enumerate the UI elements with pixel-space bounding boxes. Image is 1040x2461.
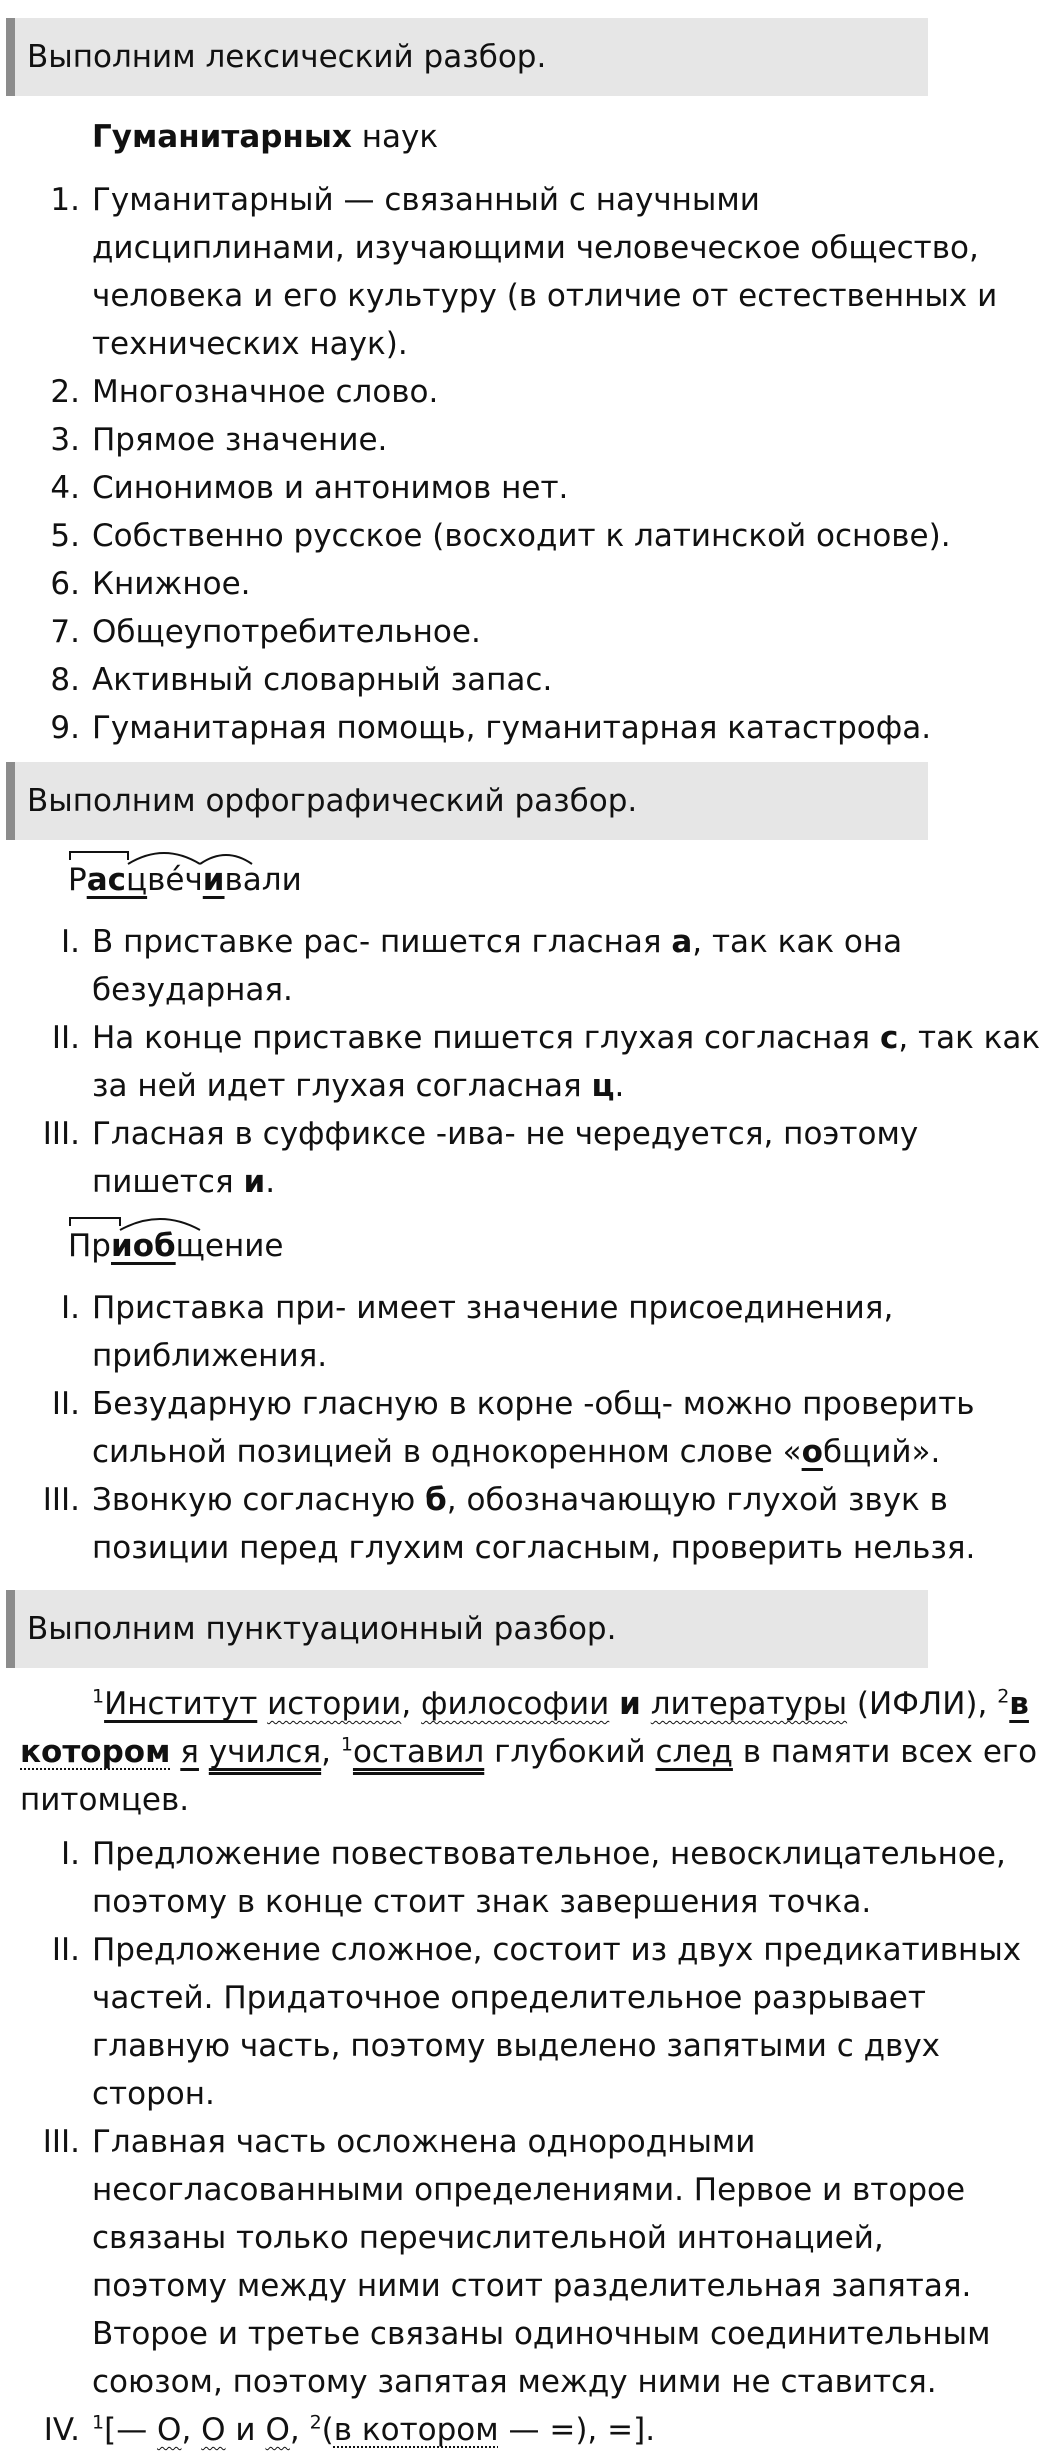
list-number: 8. [50,662,80,698]
list-item: Главная часть осложнена однородными [92,2124,756,2160]
list-item: дисциплинами, изучающими человеческое общество, [92,230,979,266]
orthogram: и [202,862,225,898]
list-number: II. [51,1020,80,1056]
list-item: связаны только перечислительной интонацией, [92,2220,884,2256]
list-item: Звонкую согласную б, обозначающую глухой звук в [92,1482,948,1518]
list-number: I. [61,1836,80,1872]
list-item: Второе и третье связаны одиночным соединительным [92,2316,991,2352]
list-number: III. [42,1116,80,1152]
list-item: сторон. [92,2076,215,2112]
list-item: Собственно русское (восходит к латинской основе). [92,518,951,554]
orthogram: иоб [111,1228,176,1264]
list-number: III. [42,2124,80,2160]
analyzed-word-2: Приобщение [68,1228,284,1264]
sentence-line-3: питомцев. [20,1782,190,1818]
list-item: позиции перед глухим согласным, проверить нельзя. [92,1530,976,1566]
list-number: 3. [50,422,80,458]
list-number: II. [51,1932,80,1968]
list-number: 2. [50,374,80,410]
list-item: Предложение сложное, состоит из двух предикативных [92,1932,1022,1968]
section-header-lexical: Выполним лексический разбор. [6,18,928,96]
analyzed-word-lexical: Гуманитарных наук [92,119,439,155]
list-number: I. [61,924,80,960]
list-item: Прямое значение. [92,422,388,458]
list-item: В приставке рас- пишется гласная а, так как она [92,924,903,960]
list-item: частей. Придаточное определительное разрывает [92,1980,926,2016]
list-item: безударная. [92,972,293,1008]
list-number: 4. [50,470,80,506]
list-item: Книжное. [92,566,251,602]
list-item: приближения. [92,1338,328,1374]
list-number: 7. [50,614,80,650]
list-number: IV. [43,2412,80,2448]
list-item: Приставка при- имеет значение присоединения, [92,1290,894,1326]
sentence-line-1: $^1$Институт истории, философии и литературы (ИФЛИ), $^2$в [92,1685,1029,1722]
orthogram: ас [86,862,126,898]
list-item: Гуманитарный — связанный с научными [92,182,760,218]
list-item: Активный словарный запас. [92,662,553,698]
list-number: I. [61,1290,80,1326]
section-header-orthographic: Выполним орфографический разбор. [6,762,928,840]
section-header-punctuation: Выполним пунктуационный разбор. [6,1590,928,1668]
list-item: союзом, поэтому запятая между ними не ставится. [92,2364,937,2400]
sentence-scheme: $^1$[— О, О и О, $^2$(в котором — =), =]. [92,2411,656,2448]
list-number: III. [42,1482,80,1518]
list-item: главную часть, поэтому выделено запятыми с двух [92,2028,941,2064]
analyzed-word-1: Расцве́чивали [68,862,302,898]
list-number: 1. [50,182,80,218]
list-item: Многозначное слово. [92,374,439,410]
list-item: Общеупотребительное. [92,614,481,650]
list-item: Предложение повествовательное, невосклицательное, [92,1836,1006,1872]
list-number: 9. [50,710,80,746]
list-item: пишется и. [92,1164,276,1200]
list-item: Гласная в суффиксе -ива- не чередуется, поэтому [92,1116,919,1152]
list-item: Синонимов и антонимов нет. [92,470,569,506]
list-item: На конце приставке пишется глухая согласная с, так как [92,1020,1040,1056]
sentence-line-2: котором я учился, $^1$оставил глубокий след в памяти всех его [20,1733,1038,1770]
list-item: Гуманитарная помощь, гуманитарная катастрофа. [92,710,932,746]
list-item: технических наук). [92,326,408,362]
list-item: Безударную гласную в корне -общ- можно проверить [92,1386,975,1422]
list-item: поэтому в конце стоит знак завершения точка. [92,1884,872,1920]
list-number: 6. [50,566,80,602]
list-item: человека и его культуру (в отличие от естественных и [92,278,998,314]
list-number: II. [51,1386,80,1422]
list-item: поэтому между ними стоит разделительная запятая. [92,2268,972,2304]
list-item: за ней идет глухая согласная ц. [92,1068,625,1104]
list-number: 5. [50,518,80,554]
list-item: несогласованными определениями. Первое и второе [92,2172,966,2208]
list-item: сильной позицией в однокоренном слове «общий». [92,1434,941,1470]
word-bold: Гуманитарных [92,119,352,155]
